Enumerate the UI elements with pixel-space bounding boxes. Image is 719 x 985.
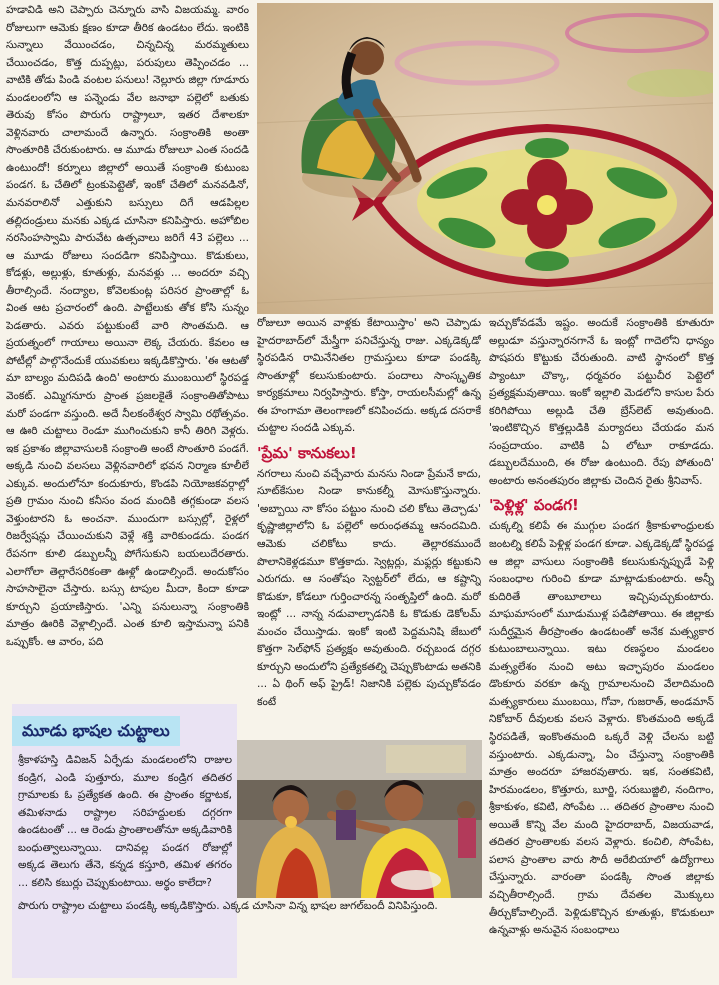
prema-kanukalu-heading: 'ప్రేమ' కానుకలు!: [257, 443, 357, 462]
article-column-1: [6, 2, 249, 704]
three-languages-box-title: మూడు భాషల చుట్టాలు: [12, 716, 180, 746]
women-festival-photo: [236, 740, 482, 898]
article-column-2: [257, 315, 481, 737]
rangoli-photo: [257, 3, 713, 314]
pellilla-pandaga-heading: 'పెళ్లిళ్ల' పండగ!: [489, 496, 579, 515]
three-languages-box-paragraph-cont: పొరుగు రాష్ట్రాల చుట్టాలు పండక్కి అక్కడికొస్తారు. ఎక్కడ చూసినా విన్న భాషల జుగల్‌బందీ వినిపిస్తుంది.: [18, 900, 438, 912]
article-column-3: [489, 315, 714, 983]
women-festival-photo-image: [236, 740, 482, 898]
three-languages-box-paragraph: శ్రీకాళహస్తి డివిజన్ ఏర్పేడు మండలంలోని రాజుల కండ్రిగ, ఎండి పుత్తూరు, మూల కండ్రిగ తదితర గ్రామాలకు ఓ ప్రత్యేకత ఉంది. ఈ ప్రాంతం కర్ణాటక, తమిళనాడు రాష్ట్రాల సరిహద్దులకు దగ్గరగా ఉండటంతో ... ఆ రెండు ప్రాంతాలతోనూ అక్కడివారికి బంధుత్వాలున్నాయి. దానివల్ల పండగ రోజుల్లో అక్కడ తెలుగు తేనె, కన్నడ కస్తూరి, తమిళ తగరం ... కలిసి కబుర్లు చెప్పుకుంటాయి. అర్థం కాలేదా?: [18, 754, 232, 889]
col3-paragraph-2: చుక్కల్ని కలిపే ఈ ముగ్గుల పండగ శ్రీకాకుళాంధ్రులకు జంటల్ని కలిపే పెళ్లిళ్ల పండగ కూడా. ఎక్కడెక్కడో స్థిరపడ్డ ఆ జిల్లా వాసులు సంక్రాంతికి కలుసుకున్నప్పుడే పెళ్లి సంబంధాల గురించి కూడా మాట్లాడుకుంటారు. అన్నీ కుదిరితే తాంబూలాలు ఇచ్చిపుచ్చుకుంటారు. మాఘమాసంలో మూడుముళ్ల పడిపోతాయి. ఈ జిల్లాకు సుదీర్ఘమైన తీరప్రాంతం ఉండటంతో అనేక మత్స్యకార కుటుంబాలున్నాయి. ఇటు రణస్థలం మండలం మత్స్యలేశం నుంచి అటు ఇచ్ఛాపురం మండలం డొంకూరు వరకూ ఉన్న గ్రామాలనుంచి వేలాదిమంది మత్స్యకారులు ముంబయి, గోవా, గుజరాత్, అండమాన్ నికోబార్ దీవులకు వలస వెళ్లారు. కొంతమంది అక్కడే స్థిరపడితే, ఇంకొంతమంది ఒక్కరే వెళ్లి చేలను బట్టి వస్తుంటారు. ఎక్కడున్నా, ఏం చేస్తున్నా సంక్రాంతికి మాత్రం అందరూ హాజరవుతారు. ఇక, సంతకవిటి, హిరమండలం, కొత్తూరు, బూర్జి, సరుబుజ్జిలి, నందిగాం, శ్రీకాకుళం, కవిటి, సోంపేట ... తదితర ప్రాంతాల నుంచి అయితే కొన్ని వేల మంది హైదరాబాద్, విజయవాడ, తదితర ప్రాంతాలకు వలస వెళ్లారు. కంచిలి, సోంపేట, పలాస ప్రాంతాల వారు సౌదీ అరేబియాలో ఉద్యోగాలు చేస్తున్నారు. వారంతా పండక్కి సొంత జిల్లాకు వచ్చితీరాల్సిందే. గ్రామ దేవతల మొక్కులు తీర్చుకోవాల్సిందే. పెళ్లిడుకొచ్చిన కూతుళ్లు, కొడుకులూ ఉన్నవాళ్లు అనువైన సంబంధాలు: [489, 520, 714, 937]
three-languages-box-text-top: [18, 752, 232, 898]
col2-paragraph: రోజులూ అయిన వాళ్లకు కేటాయిస్తాం' అని చెప్పాడు హైదరాబాద్‌లో మేస్త్రీగా పనిచేస్తున్న రాజు. ఎక్కడెక్కడో స్థిరపడిన రామినేనితల గ్రామస్తులు కూడా పండక్కి సొంతూళ్లో కలుసుకుంటారు. పందాలు సాంస్కృతిక కార్యక్రమాలు నిర్వహిస్తారు. కోస్తా, రాయలసీమల్లో ఉన్న ఈ హంగామా తెలంగాణలో కనిపించదు. అక్కడ దసరాకే చుట్టాల సందడి ఎక్కువ.: [257, 317, 481, 435]
col3-paragraph: ఇచ్చుకోవడమే ఇష్టం. అందుకే సంక్రాంతికి కూతురూ అల్లుడూ వస్తున్నారనగానే ఓ ఇంట్లో గాదెలోని ధాన్యం పొషపరు కొట్టుకు చేరుతుంది. వాటి స్థానంలో కొత్త ప్యాంటూ చొక్కా, ధర్మవరం పట్టుచీర పెట్టెలో ప్రత్యక్షమవుతాయి. ఇంకో ఇల్లాలి మెడలోని కాసుల పేరు కరిగిపోయి అల్లుడి చేతి బ్రేస్‌లెట్ అవుతుంది. 'ఇంటికొచ్చిన కొత్తల్లుడికి మర్యాదలు చేయడం మన సంప్రదాయం. వాటికి ఏ లోటూ రాకూడదు. డబ్బులదేముంది, ఈ రోజు ఉంటుంది. రేపు పోతుంది' అంటారు అనంతపురం జిల్లాకు చెందిన రైతు శ్రీనివాస్.: [489, 317, 714, 487]
three-languages-box-text-bottom: [18, 898, 478, 978]
col1-paragraph: హడావిడి అని చెప్పారు చెన్నూరు వాసి విజయమ్మ. వారం రోజులుగా ఆమెకు క్షణం కూడా తీరిక ఉండటం లేదు. ఇంటికి సున్నాలు వేయించడం, చిన్నచిన్న మరమ్మతులు చేయించడం, కొత్త దుప్పట్లు, పరుపులు తెప్పించడం ... వాటికి తోడు పిండి వంటల పనులు! నెల్లూరు జిల్లా గూడూరు మండలంలోని ఆ పన్నెండు వేల జనాభా పల్లెలో బతుకు తెరువు కోసం పొరుగు రాష్ట్రాలూ, ఇతర దేశాలకూ వెళ్లినవారు చాలామందే ఉన్నారు. సంక్రాంతికి అంతా సొంతూరికి చేరుకుంటారు. ఆ మూడు రోజులూ ఎంత సందడి ఉంటుందో! కర్నూలు జిల్లాలో అయితే సంక్రాంతి కుటుంబ పండగ. ఓ చేతిలో ట్రంకుపెట్టెతో, ఇంకో చేతిలో మనవడినో, మనవరాలినో ఎత్తుకుని బస్సులు దిగే ఆడపిల్లల తల్లిదండ్రులు మనకు ఎక్కడ చూసినా కనిపిస్తారు. అహోబిల నరసింహస్వామి పారువేట ఉత్సవాలు జరిగే 43 పల్లెలు ... ఆ మూడు రోజులు సందడిగా కనిపిస్తాయి. కొడుకులు, కోడళ్లు, అల్లుళ్లు, కూతుళ్లు, మనవళ్లు ... అందరూ వచ్చి తీరాల్సిందే. నంద్యాల, కోవెలకుంట్ల పరిసర ప్రాంతాల్లో ఓ వింత ఆట ప్రచారంలో ఉంది. పాట్టేలుకు తోక కోసి సున్నం పెడతారు. ఎవరు పట్టుకుంటే వారి సొంతమది. ఆ ప్రయత్నంలో గాయాలు అయినా లెక్క చేయరు. కేవలం ఆ పోటీల్లో పాల్గొనేందుకే యువకులు ఇక్కడికొస్తారు. 'ఈ ఆటతో మా బాల్యం మదిపడి ఉంది' అంటారు ముంబయిలో స్థిరపడ్డ వెంకట్. ఎమ్మిగనూరు ప్రాంత ప్రజలకైతే సంక్రాంతితోపాటు మరో పండగా వస్తుంది. అదే నీలకంఠేశ్వర స్వామి రథోత్సవం. ఆ ఊరి చుట్టాలు రెండూ ముగించుకుని కానీ తిరిగి వెళ్లరు. ఇక ప్రకాశం జిల్లావాసులకి సంక్రాంతి అంటే సొంతూరి పండగే. అక్కడి నుంచి వలసలు వెళ్లినవారిలో భవన నిర్మాణ కూలీలే ఎక్కువ. అందులోనూ కందుకూరు, కొండపి నియోజకవర్గాల్లో ప్రతి గ్రామం నుంచి కనీసం వంద మందికి తగ్గకుండా వలస వెళ్తుంటారని ఓ అంచనా. ముందుగా బస్సుల్లో, రైళ్లలో రిజర్వేషన్లు చేయించుకుని వెళ్లే శక్తి వారికుండదు. పండగ రేపనగా కూలి డబ్బులన్నీ పోగేసుకుని బయలుదేరతారు. ఎలాగోలా తెల్లారేసరికంతా ఊళ్లో ఉండాల్సిందే. అందుకోసం సాహసాలైనా చేస్తారు. బస్సు టాపుల మీదా, కిందా కూడా కూర్చుని ప్రయాణిస్తారు. 'ఎన్ని పనులున్నా సంక్రాంతికి మాత్రం ఊరికి వెళ్లాల్సిందే. ఎంత కూలి ఇస్తామన్నా పనికి ఒప్పుకోం. ఆ వారం, పది: [6, 4, 249, 648]
rangoli-photo-image: [257, 3, 713, 314]
col2-paragraph-2: నగరాలు నుంచి వచ్చేవారు మనసు నిండా ప్రేమనే కాదు, సూట్‌కేసుల నిండా కానుకల్నీ మోసుకొస్తున్నారు. 'అబ్బాయి నా కోసం పట్టుం నుంచి చలి కోటు తెచ్చాడు' కృష్ణాజిల్లాలోని ఓ పల్లెలో అరుంధతమ్మ ఆనందమిది. ఆమెకు చలికోటు కాదు. తెల్లారకముందే పొలానికెళ్లడమూ కొత్తకాదు. స్వెట్లర్లు, మఫ్లర్లు కట్టుకుని ఎరుగదు. ఆ సంతోషం స్వెట్టర్‌లో లేదు, ఆ కష్టాన్ని కొడుకూ, కోడలూ గుర్తించారన్న సంతృప్తిలో ఉంది. మరో ఇంట్లో ... నాన్న నడువాల్చాడనికి ఓ కొడుకు డెకోలమ్ మంచం చేయిస్తాడు. ఇంకో ఇంటి పెద్దమనిషి జేబులో కొత్తగా సెల్‌ఫోన్ ప్రత్యక్షం అవుతుంది. రచ్చబండ దగ్గర కూర్చుని అందులోని ప్రత్యేకతల్ని చెప్పుకొంటాడు అతనికి ... ఏ థింగ్ అఫ్ ప్రైడ్! నిజానికి పల్లెకు పుచ్చుకోవడం కంటే: [257, 467, 481, 708]
